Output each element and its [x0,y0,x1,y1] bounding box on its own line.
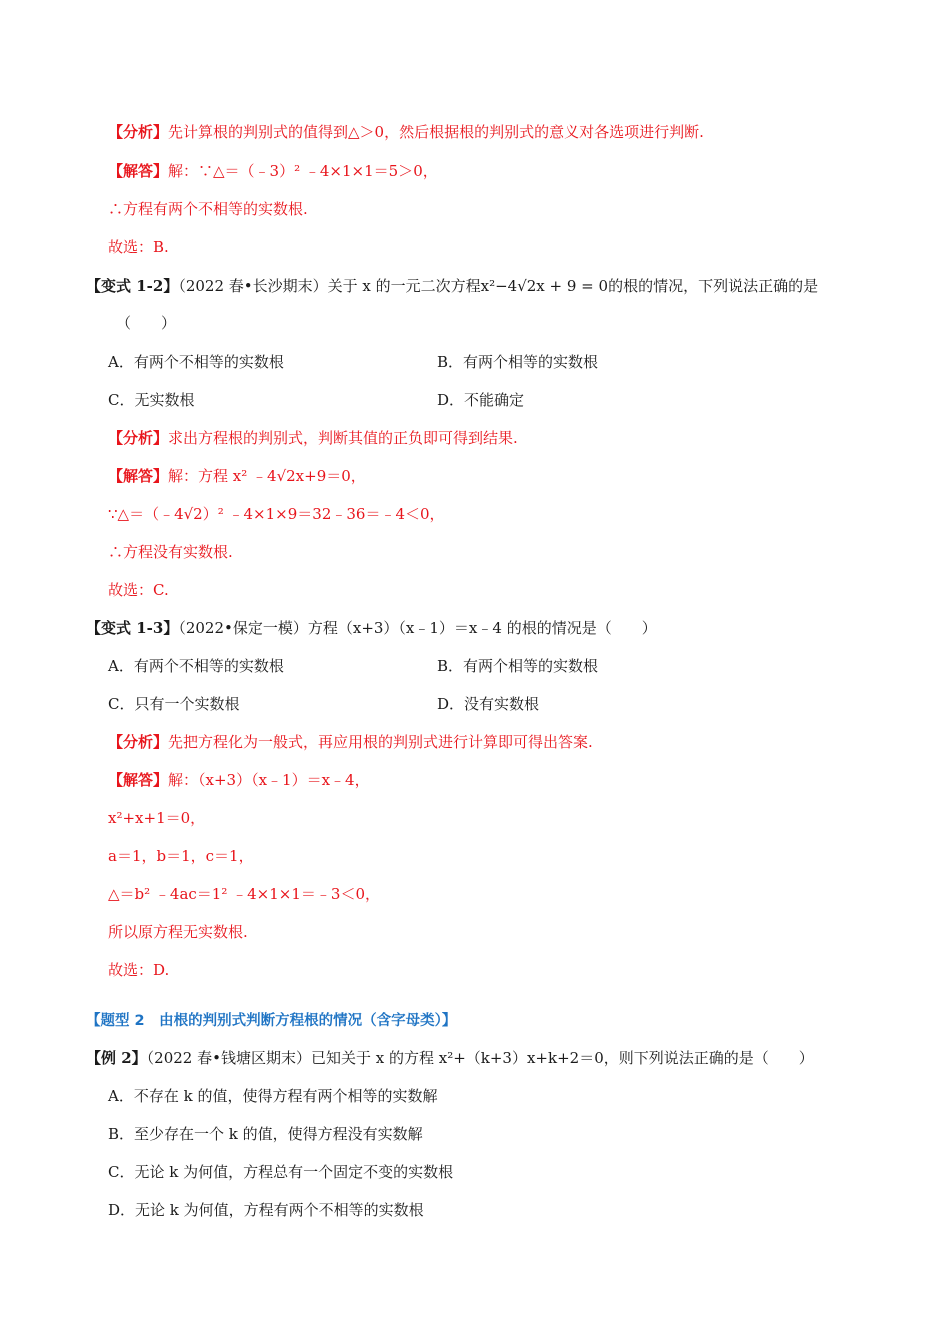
answer-text: 解：（x+3）（x﹣1）＝x﹣4， [168,771,370,789]
answer-line-3c: a＝1，b＝1，c＝1， [108,847,254,865]
option-letter: C． [108,695,135,713]
option-text: 有两个相等的实数根 [463,657,599,675]
option-letter: D． [437,391,465,409]
choice-2: 故选：C. [108,581,169,599]
question-blank: （ ） [116,314,177,332]
example-2-stem [86,1048,814,1068]
option-letter: A． [108,1087,134,1105]
question-source: （2022 春•长沙期末） [178,277,328,295]
option-letter: D． [108,1201,136,1219]
question-tag: 【变式 1-2】 [86,277,179,295]
analysis-text: 先把方程化为一般式，再应用根的判别式进行计算即可得出答案. [168,733,593,751]
answer-text: 解：∵△＝（﹣3）² ﹣4×1×1＝5＞0， [168,162,438,180]
answer-tag: 【解答】 [108,467,169,485]
analysis-tag: 【分析】 [108,429,169,447]
option-a [108,1086,437,1106]
option-c [108,390,195,410]
question-stem: 方程（x+3）（x﹣1）＝x﹣4 的根的情况是（ ） [307,619,657,637]
answer-line-1 [108,161,438,181]
option-b [108,1124,423,1144]
analysis-line-3 [108,732,593,752]
answer-line-2 [108,466,366,486]
option-letter: B． [437,353,464,371]
option-c [108,1162,453,1182]
analysis-text: 求出方程根的判别式，判断其值的正负即可得到结果. [168,429,518,447]
conclusion-2: ∴方程没有实数根. [108,543,233,561]
option-c [108,694,240,714]
choice-1: 故选：B. [108,238,169,256]
question-stem-pre: 关于 x 的一元二次方程 [327,277,481,295]
option-text: 有两个不相等的实数根 [133,657,284,675]
option-letter: C． [108,391,135,409]
option-letter: C． [108,1163,135,1181]
analysis-text: 先计算根的判别式的值得到△＞0，然后根据根的判别式的意义对各选项进行判断. [168,123,704,141]
answer-tag: 【解答】 [108,771,169,789]
option-text: 没有实数根 [464,695,540,713]
choice-3: 故选：D. [108,961,170,979]
example-tag: 【例 2】 [86,1049,147,1067]
option-text: 不存在 k 的值，使得方程有两个相等的实数解 [133,1087,438,1105]
analysis-tag: 【分析】 [108,733,169,751]
question-1-3-stem [86,618,657,638]
option-d [437,390,524,410]
answer-line-3b: x²+x+1＝0， [108,809,206,827]
option-letter: A． [108,657,134,675]
question-tag: 【变式 1-3】 [86,619,179,637]
option-a [108,656,284,676]
example-stem: 已知关于 x 的方程 x²+（k+3）x+k+2＝0，则下列说法正确的是（ ） [310,1049,814,1067]
option-letter: D． [437,695,465,713]
question-equation: x²−4√2x + 9 = 0 [480,277,609,295]
option-text: 无论 k 为何值，方程有两个不相等的实数根 [135,1201,424,1219]
answer-tag: 【解答】 [108,162,169,180]
example-source: （2022 春•钱塘区期末） [146,1049,311,1067]
option-a [108,352,284,372]
option-text: 无实数根 [134,391,195,409]
option-text: 有两个相等的实数根 [463,353,599,371]
option-letter: B． [108,1125,135,1143]
option-letter: B． [437,657,464,675]
question-source: （2022•保定一模） [178,619,308,637]
option-text: 至少存在一个 k 的值，使得方程没有实数解 [134,1125,423,1143]
option-text: 不能确定 [464,391,525,409]
analysis-line-1 [108,122,704,142]
question-1-2-stem [86,276,818,296]
option-letter: A． [108,353,134,371]
answer-text: 解：方程 x² ﹣4√2x+9＝0， [168,467,366,485]
analysis-tag: 【分析】 [108,123,169,141]
option-d [437,694,539,714]
analysis-line-2 [108,428,518,448]
option-b [437,352,598,372]
option-text: 无论 k 为何值，方程总有一个固定不变的实数根 [134,1163,454,1181]
answer-line-3 [108,770,370,790]
section-heading: 【题型 2 由根的判别式判断方程根的情况（含字母类）】 [86,1013,457,1029]
option-text: 有两个不相等的实数根 [133,353,284,371]
option-d [108,1200,424,1220]
option-b [437,656,598,676]
conclusion-1: ∴方程有两个不相等的实数根. [108,200,308,218]
option-text: 只有一个实数根 [134,695,240,713]
question-stem-post: 的根的情况，下列说法正确的是 [608,277,819,295]
answer-line-2b: ∵△＝（﹣4√2）² ﹣4×1×9＝32﹣36＝﹣4＜0， [108,505,445,523]
answer-line-3d: △＝b² ﹣4ac＝1² ﹣4×1×1＝﹣3＜0， [108,885,380,903]
conclusion-3: 所以原方程无实数根. [108,923,248,941]
